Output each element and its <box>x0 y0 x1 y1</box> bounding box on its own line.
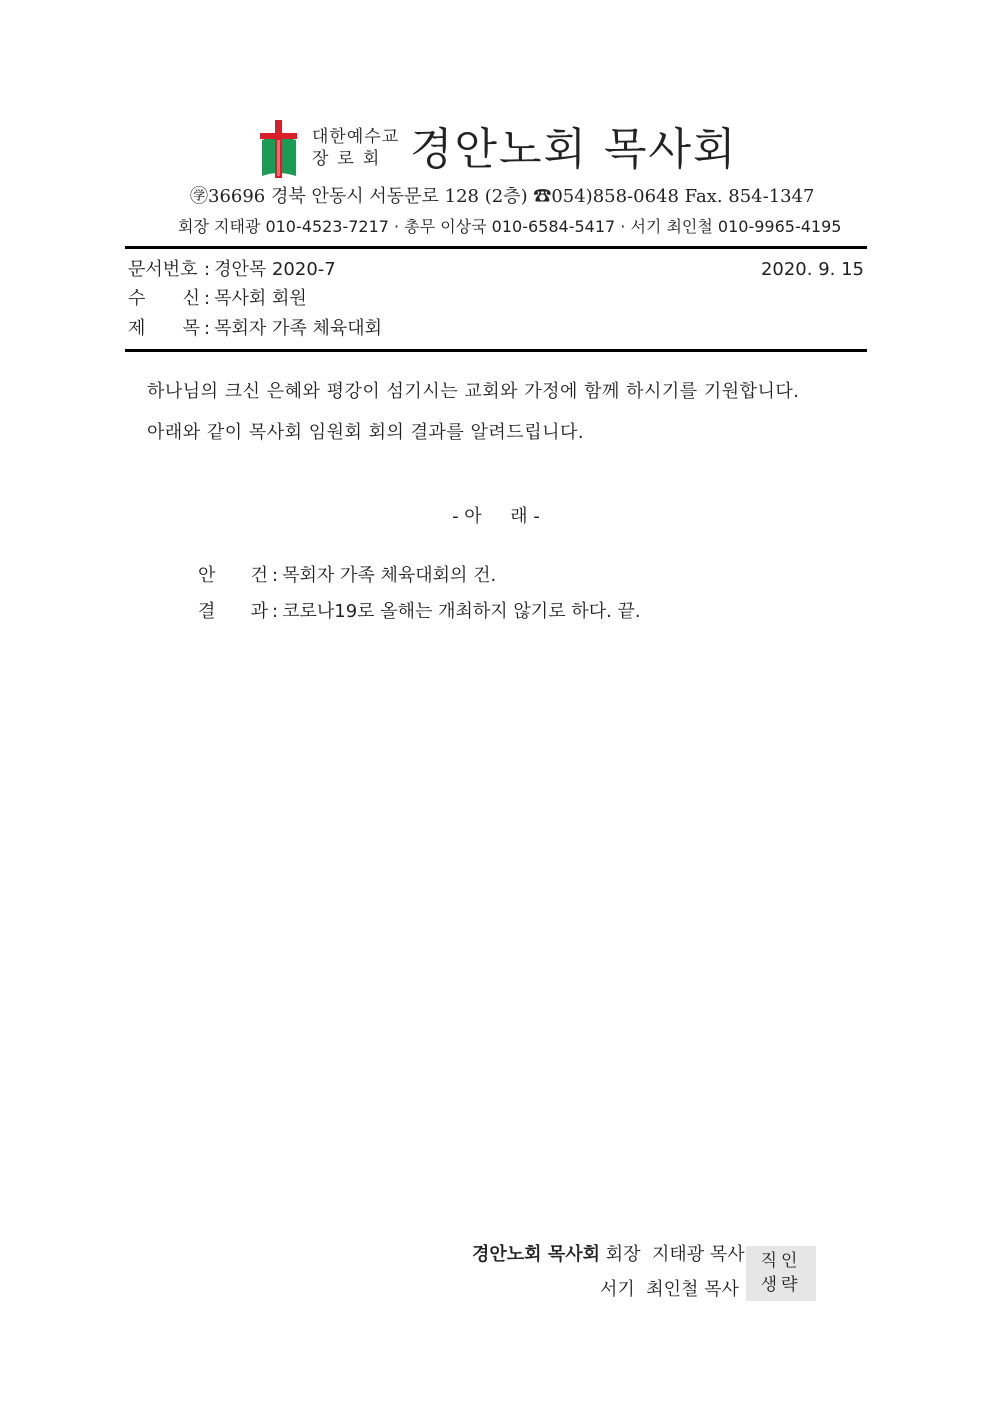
officers-line: 회장 지태광 010-4523-7217 · 총무 이상국 010-6584-5417 · 서기 최인철 010-9965-4195 <box>178 217 842 236</box>
signature-president: 회장 지태광 목사 <box>605 1244 745 1265</box>
separator: : <box>272 565 279 586</box>
agenda-row <box>198 565 496 587</box>
section-title: - 아 래 - <box>452 506 540 527</box>
intro-paragraph: 아래와 같이 목사회 임원회 회의 결과를 알려드립니다. <box>147 422 585 443</box>
signature-secretary: 서기 최인철 목사 <box>600 1279 739 1300</box>
recipient-row <box>128 288 307 310</box>
recipient-value: 목사회 회원 <box>214 288 307 309</box>
result-label: 결 과 <box>198 601 268 622</box>
result-value: 코로나19로 올해는 개최하지 않기로 하다. 끝. <box>282 601 641 622</box>
recipient-label: 수 신 <box>128 288 200 309</box>
result-row <box>198 601 641 623</box>
signature-line-president <box>472 1244 745 1266</box>
seal-line1: 직인 <box>760 1251 802 1271</box>
header-bottom-rule <box>125 349 867 352</box>
doc-number-row <box>128 259 336 281</box>
denomination-line2: 장로회 <box>312 149 389 169</box>
denomination-name <box>312 126 399 170</box>
agenda-label: 안 건 <box>198 565 268 586</box>
seal-line2: 생략 <box>760 1275 802 1295</box>
doc-number-label: 문서번호 <box>128 259 198 280</box>
document-date: 2020. 9. 15 <box>760 259 864 280</box>
subject-row <box>128 318 382 340</box>
presbyterian-cross-logo-icon <box>256 118 300 180</box>
doc-number-value: 경안목 2020-7 <box>214 259 336 280</box>
header-top-rule <box>125 246 867 249</box>
organization-title: 경안노회 목사회 <box>410 124 738 175</box>
separator: : <box>204 259 211 280</box>
official-seal-omitted-stamp <box>746 1246 816 1301</box>
address-line: ㊫36696 경북 안동시 서동문로 128 (2층) ☎054)858-0648 Fax. 854-1347 <box>190 186 815 207</box>
agenda-value: 목회자 가족 체육대회의 건. <box>282 565 497 586</box>
subject-label: 제 목 <box>128 318 200 339</box>
greeting-paragraph: 하나님의 크신 은혜와 평강이 섬기시는 교회와 가정에 함께 하시기를 기원합니다. <box>147 381 800 402</box>
denomination-line1: 대한예수교 <box>312 127 400 147</box>
separator: : <box>272 601 279 622</box>
separator: : <box>204 318 211 339</box>
signature-organization: 경안노회 목사회 <box>472 1244 600 1265</box>
separator: : <box>204 288 211 309</box>
subject-value: 목회자 가족 체육대회 <box>214 318 383 339</box>
